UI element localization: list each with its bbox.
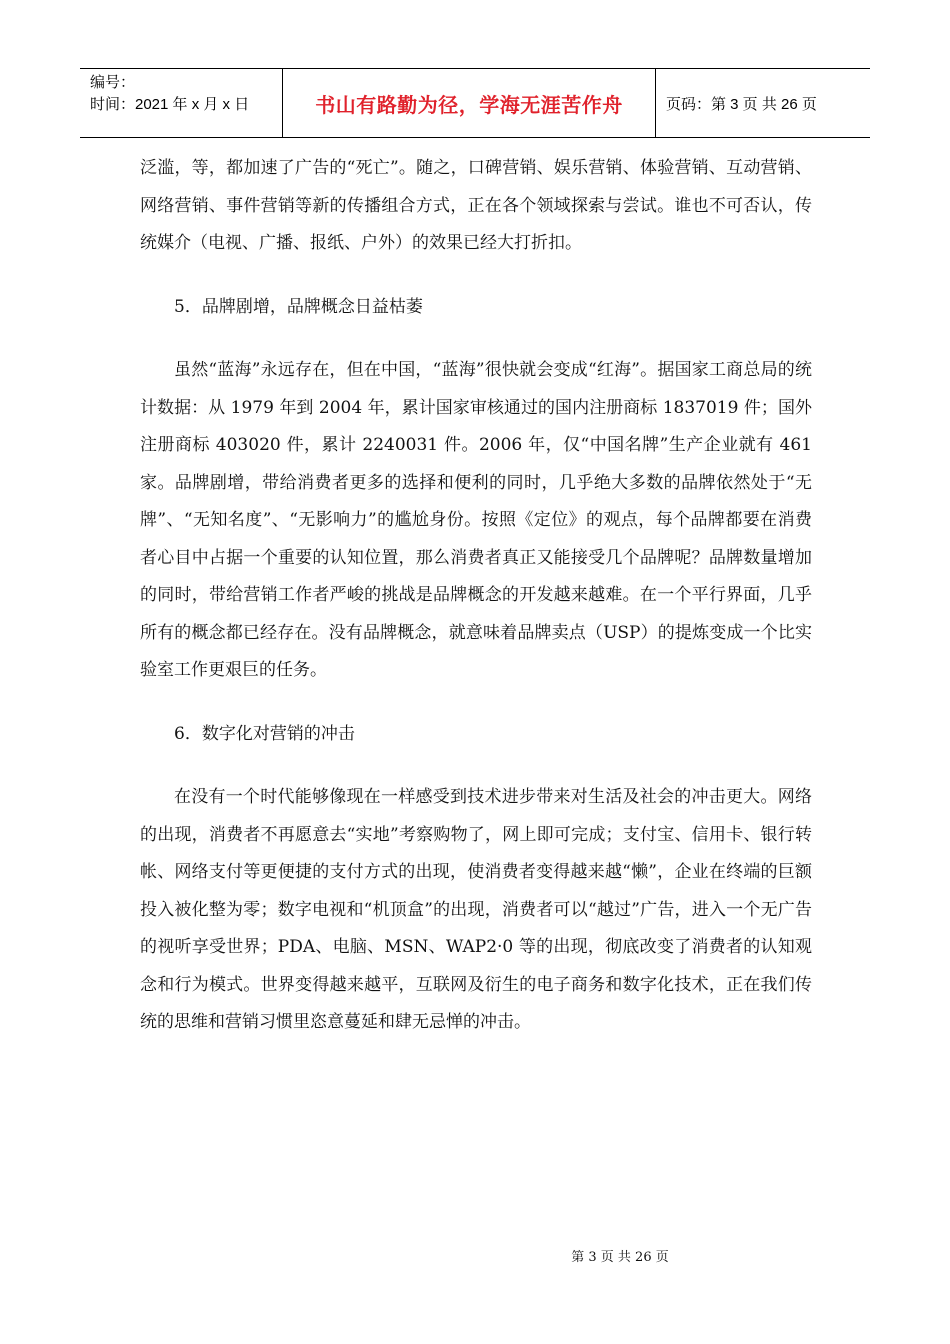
spacer: [140, 690, 812, 716]
time-label: 时间：2021 年 x 月 x 日: [90, 96, 250, 113]
page-header: [80, 68, 870, 138]
section-heading-6: 6．数字化对营销的冲击: [174, 723, 355, 744]
page-footer: 第 3 页 共 26 页: [571, 1250, 669, 1265]
header-page-cell: [656, 69, 870, 137]
header-page-info: 页码：第 3 页 共 26 页: [666, 95, 817, 113]
paragraph-digital: 在没有一个时代能够像现在一样感受到技术进步带来对生活及社会的冲击更大。网络的出现，消费者不再愿意去“实地”考察购物了，网上即可完成；支付宝、信用卡、银行转帐、网络支付等更便捷的支付方式的出现，使消费者变得越来越“懒”，企业在终端的巨额投入被化整为零；数字电视和“机顶盒”的出现，消费者可以“越过”广告，进入一个无广告的视听享受世界；PDA、电脑、MSN、WAP2·0 等的出现，彻底改变了消费者的认知观念和行为模式。世界变得越来越平，互联网及衍生的电子商务和数字化技术，正在我们传统的思维和营销习惯里恣意蔓延和肆无忌惮的冲击。: [140, 787, 812, 1032]
header-meta-cell: [80, 69, 283, 137]
paragraph-brand: 虽然“蓝海”永远存在，但在中国，“蓝海”很快就会变成“红海”。据国家工商总局的统计数据：从 1979 年到 2004 年，累计国家审核通过的国内注册商标 1837019 件；国外注册商标 403020 件，累计 2240031 件。2006 年，仅“中国名牌”生产企业就有 461 家。品牌剧增，带给消费者更多的选择和便利的同时，几乎绝大多数的品牌依然处于“无牌”、“无知名度”、“无影响力”的尴尬身份。按照《定位》的观点，每个品牌都要在消费者心目中占据一个重要的认知位置，那么消费者真正又能接受几个品牌呢？品牌数量增加的同时，带给营销工作者严峻的挑战是品牌概念的开发越来越难。在一个平行界面，几乎所有的概念都已经存在。没有品牌概念，就意味着品牌卖点（USP）的提炼变成一个比实验室工作更艰巨的任务。: [140, 360, 812, 680]
code-label: 编号：: [90, 74, 136, 91]
paragraph-continued: 泛滥，等，都加速了广告的“死亡”。随之，口碑营销、娱乐营销、体验营销、互动营销、网络营销、事件营销等新的传播组合方式，正在各个领域探索与尝试。谁也不可否认，传统媒介（电视、广播、报纸、户外）的效果已经大打折扣。: [140, 158, 812, 253]
section-heading-5: 5．品牌剧增，品牌概念日益枯萎: [174, 296, 423, 317]
spacer: [140, 263, 812, 289]
motto-text: 书山有路勤为径，学海无涯苦作舟: [315, 92, 623, 117]
header-motto-cell: [283, 69, 656, 137]
spacer: [140, 326, 812, 352]
document-body: [140, 150, 812, 1042]
spacer: [140, 753, 812, 779]
